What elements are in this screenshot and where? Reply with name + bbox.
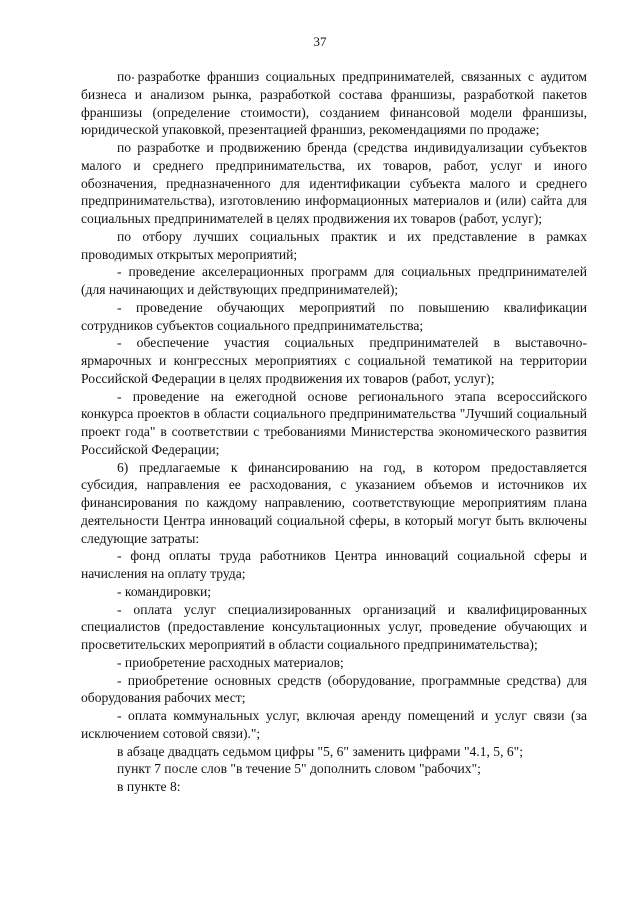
paragraph: - обеспечение участия социальных предпринимателей в выставочно-ярмарочных и конгрессных мероприятиях с социальной тематикой на территории Российской Федерации в целях продвижения их товаров (работ, услуг); — [81, 335, 587, 386]
paragraph: в пункте 8: — [117, 779, 181, 794]
paragraph: - командировки; — [117, 583, 212, 599]
paragraph: - оплата коммунальных услуг, включая аренду помещений и услуг связи (за исключением сотовой связи)."; — [81, 708, 587, 741]
paragraph: по разработке франшиз социальных предпринимателей, связанных с аудитом бизнеса и анализом рынка, разработкой состава франшизы, разработкой пакетов франшизы (определение стоимости), созданием финансовой модели франшизы, юридической упаковкой, презентацией франшиз, рекомендациями по продаже; — [81, 69, 587, 138]
paragraph: - приобретение расходных материалов; — [117, 654, 344, 670]
paragraph: - оплата услуг специализированных организаций и квалифицированных специалистов (предоставление консультационных услуг, проведение обучающих и просветительских мероприятий в области социального предпринимательства); — [81, 601, 587, 652]
paragraph: - фонд оплаты труда работников Центра инноваций социальной сферы и начисления на оплату труда; — [81, 548, 587, 581]
paragraph: по отбору лучших социальных практик и их представление в рамках проводимых открытых мероприятий; — [81, 228, 587, 262]
paragraph: - проведение обучающих мероприятий по повышению квалификации сотрудников субъектов социального предпринимательства; — [81, 299, 587, 333]
paragraph: - проведение акселерационных программ для социальных предпринимателей (для начинающих и действующих предпринимателей); — [81, 264, 587, 297]
paragraph: пункт 7 после слов "в течение 5" дополнить словом "рабочих"; — [117, 761, 481, 777]
paragraph: 6) предлагаемые к финансированию на год, в котором предоставляется субсидия, направления ее расходования, с указанием объемов и источников их финансирования по каждому направлению, соответствующие мероприятиям плана деятельности Центра инноваций социальной сферы, в который могут быть включены следующие затраты: — [81, 459, 587, 546]
paragraph: по разработке и продвижению бренда (средства индивидуализации субъектов малого и среднего предпринимательства, их товаров, работ, услуг и иного обозначения, предназначенного для идентификации субъекта малого и среднего предпринимательства), изготовлению информационных материалов и (или) сайта для социальных предпринимателей в целях продвижения их товаров (работ, услуг); — [81, 140, 587, 226]
page-number: 37 — [313, 34, 327, 49]
paragraph: - приобретение основных средств (оборудование, программные средства) для оборудования рабочих мест; — [81, 672, 587, 706]
document-body — [81, 68, 587, 796]
paragraph: в абзаце двадцать седьмом цифры "5, 6" заменить цифрами "4.1, 5, 6"; — [117, 743, 524, 759]
paragraph: - проведение на ежегодной основе регионального этапа всероссийского конкурса проектов в области социального предпринимательства "Лучший социальный проект года" в соответствии с требованиями Министерства экономического развития Российской Федерации; — [81, 388, 587, 457]
